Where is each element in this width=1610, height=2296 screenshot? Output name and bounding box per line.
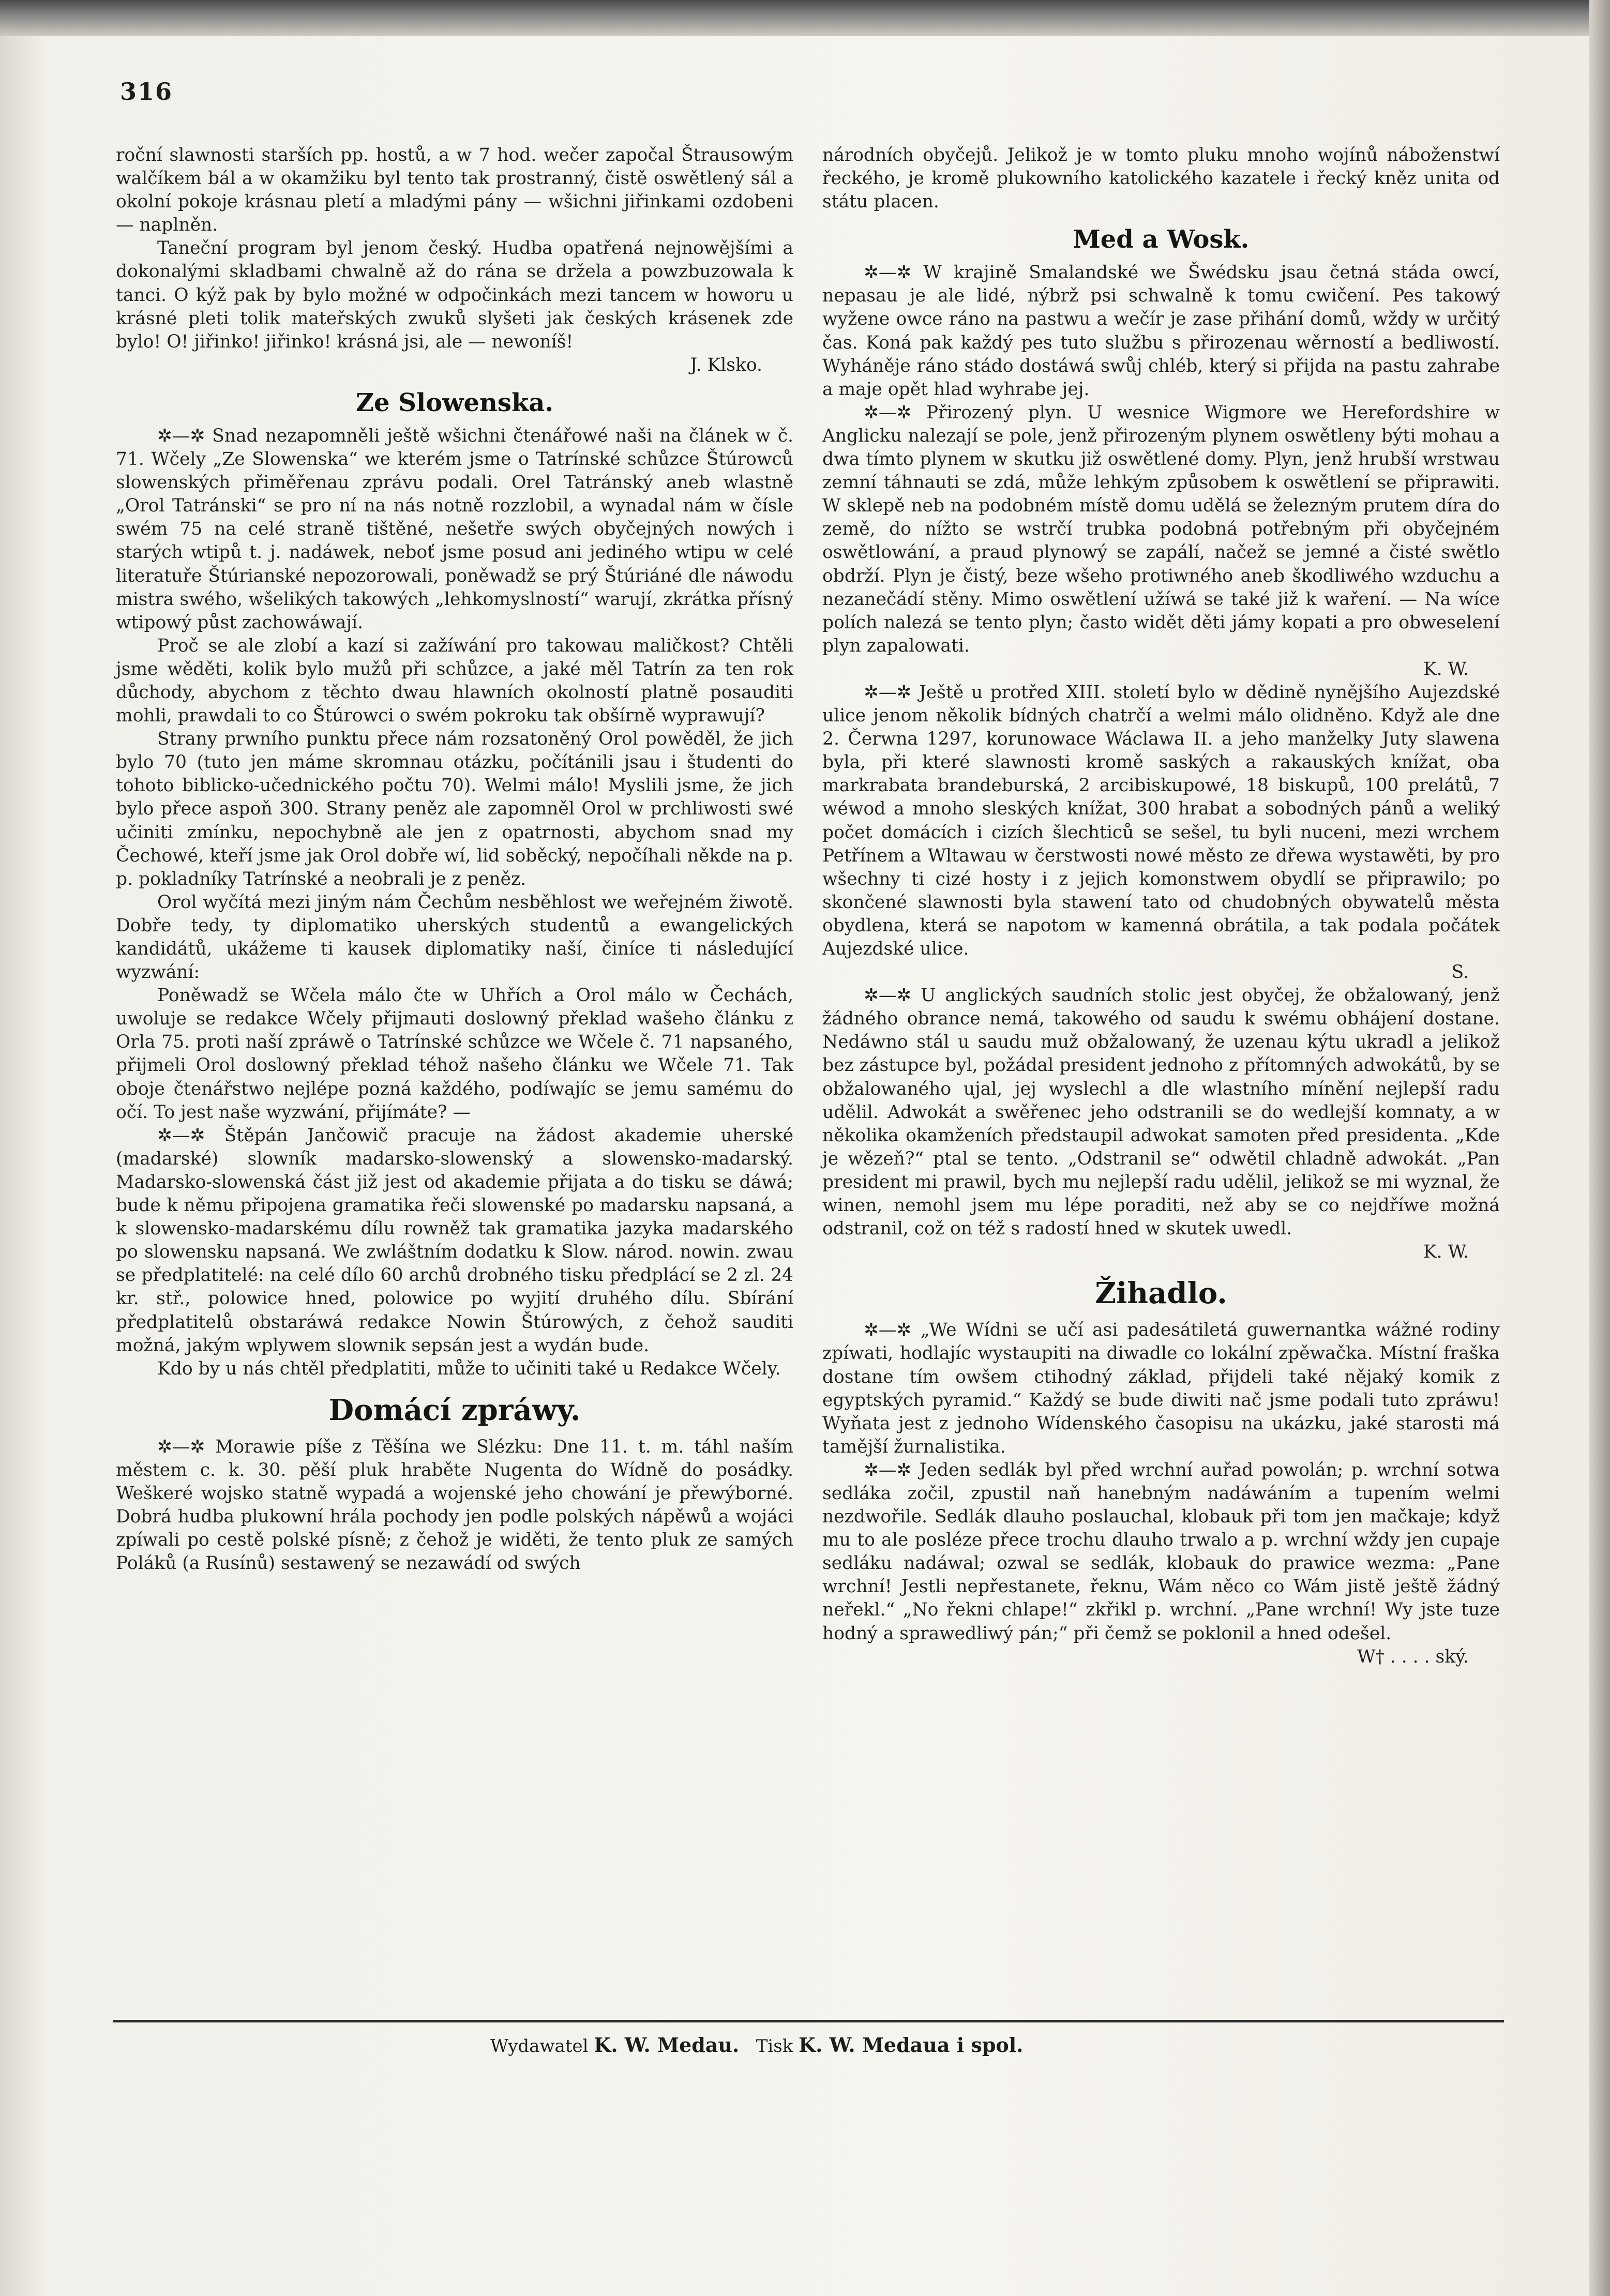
article-paragraph: ✲—✲ „We Wídni se učí asi padesátiletá guwernantka wážné rodiny zpíwati, hodlajíc wystaupiti na diwadle co lokální zpěwačka. Místní fraška dostane tím owšem ctihodný základ, přijdeli také nějaký komik z egyptských pyramid.“ Každý se bude diwiti nač jsme podali tuto zpráwu! Wyňata jest z jednoho Wídenského časopisu na ukázku, jaké starosti má tamější žurnalistika.: [822, 1320, 1500, 1457]
article-paragraph: ✲—✲ Morawie píše z Těšína we Slézku: Dne 11. t. m. táhl naším městem c. k. 30. pěší pluk hraběte Nugenta do Wídně do posádky. Weškeré wojsko statně wypadá a wojenské jeho chowání je přewýborné. Dobrá hudba plukowní hrála pochody jen podle polských nápěwů a wojáci zpíwali po cestě polské písně; z čehož je widěti, že tento pluk ze samých Poláků (a Rusínů) sestawený se nezawádí od swých: [116, 1436, 793, 1574]
article-signature: K. W.: [1423, 1242, 1469, 1263]
section-heading: Ze Slowenska.: [355, 388, 554, 417]
publisher-label: Wydawatel: [490, 2036, 589, 2057]
article-paragraph: Orol wyčítá mezi jiným nám Čechům nesběhlost we weřejném žiwotě. Dobře tedy, ty diplomatiko uherských studentů a ewangelických kandidátů, ukážeme ti kausek diplomatiky naší, činíce ti následující wyzwání:: [116, 892, 793, 983]
footer-rule: [113, 2020, 1504, 2022]
article-paragraph: Proč se ale zlobí a kazí si zažíwání pro takowau maličkost? Chtěli jsme wěděti, kolik bylo mužů při schůzce, a jaké měl Tatrín za ten rok důchody, abychom z těchto dwau hlawních okolností platně posauditi mohli, prawdali to co Štúrowci o swém pokroku tak obšírně wyprawují?: [116, 635, 793, 727]
article-paragraph: Strany prwního punktu přece nám rozsatoněný Orol powěděl, že jich bylo 70 (tuto jen máme skromnau otázku, počítánili jsau i študenti do tohoto biblicko-učednického počtu 70). Welmi málo! Myslili jsme, že jich bylo přece aspoň 300. Strany peněz ale zapomněl Orol w prchliwosti swé učiniti zmínku, nepochybně ale jen z opatrnosti, abychom snad my Čechowé, kteří jsme jak Orol dobře wí, lid soběcký, nepočíhali někde na p. p. pokladníky Tatrínské a neobrali je z peněz.: [116, 729, 793, 889]
article-signature: J. Klsko.: [690, 354, 762, 375]
article-paragraph: Taneční program byl jenom český. Hudba opatřená nejnowějšími a dokonalými skladbami chwalně až do rána se držela a powzbuzowala k tanci. O kýž pak by bylo možné w odpočinkách mezi tancem w howoru u krásné pleti tolik mateřských zwuků slyšeti jak českých krásenek zde bylo! O! jiřinko! jiřinko! krásná jsi, ale — newoníš!: [116, 238, 793, 352]
left-column: [116, 144, 793, 1575]
article-paragraph: ✲—✲ Snad nezapomněli ještě wšichni čtenářowé naši na článek w č. 71. Wčely „Ze Slowenska“ we kterém jsme o Tatrínské schůzce Štúrowců slowenských přiměřenau zprávu podali. Orel Tatránský aneb wlastně „Orol Tatránski“ se pro ní na nás notně rozzlobil, a wynadal nám w čísle swém 75 na celé straně tištěné, nešetře swých obyčejných nowých i starých wtipů t. j. nadáwek, neboť jsme posud ani jediného wtipu w celé literatuře Štúrianské nepozorowali, poněwadž se prý Štúriáné dle náwodu mistra swého, wšelikých takowých „lehkomyslností“ warují, zkrátka přísný wtipowý půst zachowáwají.: [116, 425, 793, 633]
print-label: Tisk: [756, 2036, 793, 2057]
article-signature: S.: [1451, 962, 1469, 983]
article-paragraph: ✲—✲ Jeden sedlák byl před wrchní auřad powolán; p. wrchní sotwa sedláka zočil, zpustil naň hanebným nadáwáním a tupením welmi nezdwořile. Sedlák dlauho poslauchal, klobauk při tom jen mačkaje; když mu to ale posléze přece trochu dlauho trwalo a p. wrchní wždy jen cupaje sedláku nadáwal; ozwal se sedlák, klobauk do prawice wezma: „Pane wrchní! Jestli nepřestanete, řeknu, Wám něco co Wám jistě ještě žádný neřekl.“ „No řekni chlape!“ zkřikl p. wrchní. „Pane wrchní! Wy jste tuze hodný a sprawedliwý pán;“ při čemž se poklonil a hned odešel.: [822, 1459, 1500, 1644]
publisher-name: K. W. Medau.: [594, 2033, 740, 2057]
section-heading: Med a Wosk.: [1073, 225, 1250, 254]
section-heading: Žihadlo.: [1095, 1276, 1227, 1311]
article-paragraph: ✲—✲ Štěpán Jančowič pracuje na žádost akademie uherské (madarské) slowník madarsko-slowenský a slowensko-madarský. Madarsko-slowenská část již jest od akademie přijata a do tisku se dáwá; bude k němu připojena gramatika řeči slowenské po madarsku napsaná, a k slowensko-madarskému dílu rowněž tak gramatika jazyka madarského po slowensku napsaná. We zwláštním dodatku k Slow. národ. nowin. zwau se předplatitelé: na celé dílo 60 archů drobného tisku předplácí se 2 zl. 24 kr. stř., polowice hned, polowice po wyjití druhého dílu. Sbírání předplatitelů obstaráwá redakce Nowin Štúrowých, z čehož sauditi možná, jakým wplywem slownik sepsán jest a wydán bude.: [116, 1125, 793, 1356]
article-signature: W† . . . . ský.: [1357, 1646, 1469, 1667]
article-paragraph: ✲—✲ Ještě u protřed XIII. století bylo w dědině nynějšího Aujezdské ulice jenom několik bídných chatrčí a welmi málo olidněno. Když ale dne 2. Čerwna 1297, korunowace Wáclawa II. a jeho manželky Juty slawena byla, při které slawnosti kromě saských a rakauských knížat, oba markrabata brandeburská, 2 arcibiskupowé, 18 biskupů, 100 prelátů, 7 wéwod a mnoho sleských knížat, 300 hrabat a sobodných pánů a weliký počet domácích i cizích šlechticů se sešel, tu byli nuceni, mezi wrchem Petřínem a Wltawau w čerstwosti nowé město ze dřewa wystawěti, by pro wšechny ti cizé hosty i z jejich komonstwem obydlí se připrawilo; po skončené slawnosti byla stawení tato od chudobných obywatelů města obydlena, která se napotom w kamenná obrátila, a tak podala počátek Aujezdské ulice.: [822, 682, 1500, 959]
article-paragraph: ✲—✲ W krajině Smalandské we Šwédsku jsau četná stáda owcí, nepasau je ale lidé, nýbrž psi schwalně k tomu cwičení. Pes takowý wyžene owce ráno na pastwu a wečír je zase přihání domů, wždy w určitý čas. Koná pak každý pes tuto službu s přirozenau wěrností a bedliwostí. Wyháněje ráno stádo dostáwá swůj chléb, který si přijda na pastu zahrabe a maje opět hlad wyhrabe jej.: [822, 262, 1500, 400]
right-column: [822, 144, 1500, 1669]
article-paragraph: Poněwadž se Wčela málo čte w Uhřích a Orol málo w Čechách, uwoluje se redakce Wčely přijmauti doslowný překlad wašeho článku z Orla 75. proti naší zpráwě o Tatrínské schůzce we Wčele č. 71 napsaného, přijmeli Orol doslowný překlad téhož našeho článku we Wčele 71. Tak oboje čtenářstwo nejlépe pozná každého, podíwajíc se jemu samému do očí. To jest naše wyzwání, přijímáte? —: [116, 985, 793, 1123]
scan-top-edge: [0, 0, 1610, 36]
article-paragraph: Kdo by u nás chtěl předplatiti, může to učiniti také u Redakce Wčely.: [157, 1358, 781, 1379]
scan-right-edge: [1589, 0, 1610, 2296]
article-paragraph: ✲—✲ Přirozený plyn. U wesnice Wigmore we Herefordshire w Anglicku nalezají se pole, jenž přirozeným plynem oswětleny býti mohau a dwa tímto plynem w skutku již oswětlené domy. Plyn, jenž hrubší wrstwau zemní táhnauti se zdá, může lehkým způsobem k oswětlení se připrawiti. W sklepě neb na podobném místě domu udělá se železným prutem díra do země, do nížto se wstrčí trubka podobná potřebným při obyčejném oswětlowání, a praud plynowý se zapálí, načež se jemné a čisté swětlo obdrží. Plyn je čistý, beze wšeho protiwného aneb škodliwého wzduchu a nezanečádí stěny. Mimo oswětlení užíwá se také již k waření. — Na wíce polích nalezá se tento plyn; často widět děti jámy kopati a pro obweselení plyn zapalowati.: [822, 402, 1500, 656]
article-paragraph: roční slawnosti starších pp. hostů, a w 7 hod. wečer započal Štrausowým walčíkem bál a w okamžiku byl tento tak prostranný, čistě oswětlený sál a okolní pokoje krásnau pletí a mladými pány — wšichni jiřinkami ozdobeni — naplněn.: [116, 145, 793, 236]
article-paragraph: ✲—✲ U anglických saudních stolic jest obyčej, že obžalowaný, jenž žádného obrance nemá, takowého od saudu k swému obhájení dostane. Nedáwno stál u saudu muž obžalowaný, že uzenau kýtu ukradl a jelikož bez zástupce byl, požádal president jednoho z přítomných adwokátů, by se obžalowaného ujal, jej wyslechl a dle wlastního mínění nejlepší radu udělil. Adwokát a swěřenec jeho odstranili se do wedlejší komnaty, a w několika okamženích předstaupil adwokat samoten před presidenta. „Kde je wězeň?“ ptal se tento. „Odstranil se“ odwětil chladně adwokát. „Pan president mi prawil, bych mu nejlepší radu udělil, jelikož se mi wyznal, že winen, nemohl jsem mu lépe poraditi, než aby se co nejdříwe možná odstranil, což on též s radostí hned w skutek uwedl.: [822, 985, 1500, 1240]
printer-name: K. W. Medaua i spol.: [799, 2033, 1024, 2057]
article-paragraph: národních obyčejů. Jelikož je w tomto pluku mnoho wojínů náboženstwí řeckého, je kromě plukowního katolického kazatele i řecký kněz unita od státu placen.: [822, 145, 1500, 213]
article-signature: K. W.: [1423, 658, 1469, 679]
page-number: 316: [120, 78, 173, 105]
imprint-line: [490, 2033, 1023, 2057]
section-heading: Domácí zpráwy.: [328, 1393, 581, 1427]
